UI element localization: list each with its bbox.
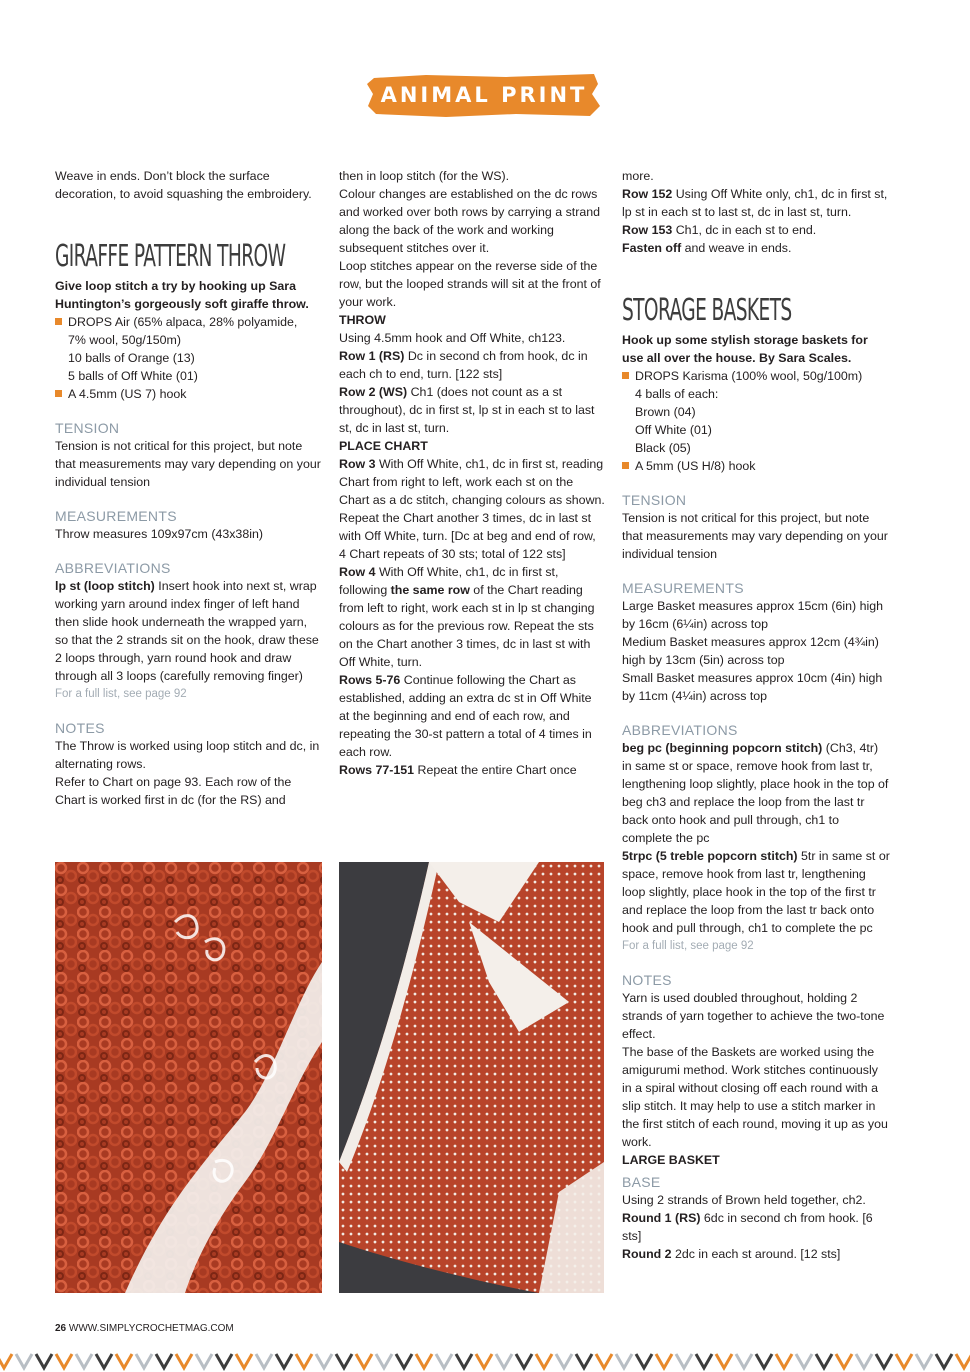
zigzag-chevron: [476, 1354, 492, 1368]
zigzag-chevron: [416, 1354, 432, 1368]
zigzag-chevron: [836, 1354, 852, 1368]
zigzag-chevron: [496, 1354, 512, 1368]
row-label: Row 2 (WS): [339, 385, 408, 399]
row-label: Row 1 (RS): [339, 349, 405, 363]
material-hook: A 4.5mm (US 7) hook: [55, 385, 323, 403]
round-text: 6dc in second ch from hook. [6 sts]: [622, 1211, 873, 1243]
row-label: Row 3: [339, 457, 376, 471]
zigzag-chevron: [116, 1354, 132, 1368]
base-text: Using 2 strands of Brown held together, ch2.: [622, 1193, 866, 1207]
zigzag-chevron: [676, 1354, 692, 1368]
zigzag-chevron: [596, 1354, 612, 1368]
row-text: and weave in ends.: [681, 241, 792, 255]
para-3: Loop stitches appear on the reverse side of the row, but the looped strands will sit at the front of your work.: [339, 259, 601, 309]
column-3: [622, 167, 890, 1263]
zigzag-chevron: [236, 1354, 252, 1368]
zigzag-chevron: [856, 1354, 872, 1368]
row-label: Fasten off: [622, 241, 682, 255]
zigzag-chevron: [156, 1354, 172, 1368]
round-label: Round 1 (RS): [622, 1211, 701, 1225]
notes-para-1: The Throw is worked using loop stitch and dc, in alternating rows.: [55, 739, 320, 771]
zigzag-chevron: [916, 1354, 932, 1368]
material-item: DROPS Air (65% alpaca, 28% polyamide,: [55, 313, 323, 331]
row-label: Row 152: [622, 187, 673, 201]
row-text: With Off White, ch1, dc in first st, reading Chart from right to left, work each st on the Chart as a dc stitch, changing colours as shown. Repeat the Chart another 3 times, dc in last st with Off White, turn. [Dc at beg and end of row, 4 Chart repeats of 30 sts; total of 122 sts]: [339, 457, 605, 561]
zigzag-border: [0, 1350, 970, 1372]
abbr-term: lp st (loop stitch): [55, 579, 155, 593]
row-text: Dc in second ch from hook, dc in each ch to end, turn. [122 sts]: [339, 349, 588, 381]
tension-heading: TENSION: [55, 420, 120, 436]
column-2: [339, 167, 605, 779]
para-1: then in loop stitch (for the WS).: [339, 169, 510, 183]
throw-pattern-photo: [339, 862, 604, 1293]
zigzag-chevron: [336, 1354, 352, 1368]
zigzag-chevron: [196, 1354, 212, 1368]
abbr-text: (Ch3, 4tr) in same st or space, remove hook from last tr, lengthening loop slightly, place hook in the top of beg ch3 and replace the loop from the last tr back onto hook and pull through, ch1 to complete the pc: [622, 741, 889, 845]
para-2: Colour changes are established on the dc rows and worked over both rows by carrying a strand along the back of the work and working subsequent stitches over it.: [339, 187, 601, 255]
row-text: Using Off White only, ch1, dc in first st, lp st in each st to last st, dc in last st, turn.: [622, 187, 888, 219]
zigzag-chevron: [896, 1354, 912, 1368]
row-text: With Off White, ch1, dc in first st, following: [339, 565, 559, 597]
zigzag-chevron: [696, 1354, 712, 1368]
zigzag-chevron: [736, 1354, 752, 1368]
page-number: 26: [55, 1323, 67, 1334]
zigzag-chevron: [76, 1354, 92, 1368]
abbreviations-heading: ABBREVIATIONS: [55, 560, 171, 576]
abbreviations-heading: ABBREVIATIONS: [622, 722, 738, 738]
zigzag-chevron: [396, 1354, 412, 1368]
round-1: [622, 1209, 890, 1245]
zigzag-chevron: [216, 1354, 232, 1368]
abbreviation-loop-stitch: [55, 577, 323, 685]
row-emphasis: the same row: [390, 583, 470, 597]
material-brown: Brown (04): [635, 405, 696, 419]
material-hook: A 5mm (US H/8) hook: [622, 457, 890, 475]
throw-heading: THROW: [339, 313, 386, 327]
base-heading: BASE: [622, 1174, 661, 1190]
row-1: [339, 347, 605, 383]
row-2: [339, 383, 605, 437]
measurements-large: Large Basket measures approx 15cm (6in) high by 16cm (6¼in) across top: [622, 599, 884, 631]
place-chart-heading: PLACE CHART: [339, 439, 428, 453]
round-text: 2dc in each st around. [12 sts]: [671, 1247, 841, 1261]
banner-title: ANIMAL PRINT IDEAS: [380, 83, 588, 153]
zigzag-chevron: [936, 1354, 952, 1368]
row-153: [622, 221, 890, 239]
zigzag-chevron: [0, 1354, 12, 1368]
abbreviation-5trpc: [622, 847, 890, 937]
giraffe-throw-title: GIRAFFE PATTERN THROW: [55, 239, 286, 274]
loop-stitch-photo: [55, 862, 322, 1293]
intro-text: Weave in ends. Don’t block the surface decoration, to avoid squashing the embroidery.: [55, 169, 312, 201]
notes-para-1: Yarn is used doubled throughout, holding 2 strands of yarn together to achieve the two-tone effect.: [622, 991, 885, 1041]
column-1: [55, 167, 323, 809]
measurements-heading: MEASUREMENTS: [622, 580, 744, 596]
zigzag-marks: [0, 1354, 970, 1368]
row-label: Rows 77-151: [339, 763, 415, 777]
continued-text: more.: [622, 169, 654, 183]
material-off-white: Off White (01): [635, 423, 712, 437]
notes-para-2: The base of the Baskets are worked using the amigurumi method. Work stitches continuously in a spiral without closing off each round with a slip stitch. It may help to use a stitch marker in the first stitch of each round, moving it up as you work.: [622, 1045, 888, 1149]
measurements-small: Small Basket measures approx 10cm (4in) high by 11cm (4¼in) across top: [622, 671, 883, 703]
round-label: Round 2: [622, 1247, 672, 1261]
zigzag-chevron: [576, 1354, 592, 1368]
material-off-white: 5 balls of Off White (01): [68, 369, 198, 383]
tension-text: Tension is not critical for this project, but note that measurements may vary depending on your individual tension: [55, 439, 321, 489]
section-banner: [366, 72, 602, 153]
large-basket-heading: LARGE BASKET: [622, 1153, 720, 1167]
zigzag-chevron: [36, 1354, 52, 1368]
zigzag-chevron: [556, 1354, 572, 1368]
measurements-heading: MEASUREMENTS: [55, 508, 177, 524]
zigzag-chevron: [616, 1354, 632, 1368]
measurements-text: Throw measures 109x97cm (43x38in): [55, 527, 263, 541]
round-2: [622, 1245, 890, 1263]
full-list-note: For a full list, see page 92: [622, 940, 754, 952]
material-orange: 10 balls of Orange (13): [68, 351, 195, 365]
zigzag-chevron: [276, 1354, 292, 1368]
row-text: of the Chart reading from left to right, work each st in lp st changing colours as for the previous row. Repeat the sts on the Chart another 3 times, dc in last st with Off White, turn.: [339, 583, 595, 669]
zigzag-chevron: [716, 1354, 732, 1368]
notes-heading: NOTES: [55, 720, 105, 736]
zigzag-chevron: [816, 1354, 832, 1368]
row-4: [339, 563, 605, 671]
baskets-lead: Hook up some stylish storage baskets for use all over the house. By Sara Scales.: [622, 333, 868, 365]
zigzag-chevron: [176, 1354, 192, 1368]
zigzag-chevron: [536, 1354, 552, 1368]
abbreviation-beg-pc: [622, 739, 890, 847]
zigzag-chevron: [56, 1354, 72, 1368]
storage-baskets-title: STORAGE BASKETS: [622, 293, 792, 328]
tension-text: Tension is not critical for this project, but note that measurements may vary depending on your individual tension: [622, 511, 888, 561]
zigzag-chevron: [776, 1354, 792, 1368]
giraffe-lead: Give loop stitch a try by hooking up Sara Huntington’s gorgeously soft giraffe throw.: [55, 279, 309, 311]
zigzag-chevron: [256, 1354, 272, 1368]
zigzag-chevron: [296, 1354, 312, 1368]
material-black: Black (05): [635, 441, 691, 455]
abbr-text: Insert hook into next st, wrap working yarn around index finger of left hand then slide hook underneath the wrapped yarn, so that the 2 strands sit on the hook, draw these 2 loops through, yarn round hook and draw through all 3 loops (carefully removing finger): [55, 579, 319, 683]
zigzag-chevron: [756, 1354, 772, 1368]
notes-para-2: Refer to Chart on page 93. Each row of the Chart is worked first in dc (for the RS) and: [55, 775, 292, 807]
zigzag-chevron: [456, 1354, 472, 1368]
row-label: Row 153: [622, 223, 673, 237]
row-text: Continue following the Chart as established, adding an extra dc st in Off White at the beginning and end of each row, and repeating the 30-st pattern a total of 4 times in each row.: [339, 673, 592, 759]
zigzag-chevron: [516, 1354, 532, 1368]
rows-77-151: [339, 761, 605, 779]
tension-heading: TENSION: [622, 492, 687, 508]
zigzag-chevron: [16, 1354, 32, 1368]
zigzag-chevron: [96, 1354, 112, 1368]
abbr-term: beg pc (beginning popcorn stitch): [622, 741, 823, 755]
row-text: Ch1 (does not count as a st throughout), dc in first st, lp st in each st to last st, dc in last st, turn.: [339, 385, 595, 435]
throw-pattern-image: [339, 862, 604, 1293]
throw-text: Using 4.5mm hook and Off White, ch123.: [339, 331, 566, 345]
zigzag-chevron: [356, 1354, 372, 1368]
fasten-off: [622, 239, 890, 257]
abbr-text: 5tr in same st or space, remove hook from last tr, lengthening loop slightly, place hook in the top of the first tr and replace the loop from the last tr back onto hook and pull through, ch1 to complete the pc: [622, 849, 890, 935]
zigzag-chevron: [956, 1354, 970, 1368]
zigzag-chevron: [656, 1354, 672, 1368]
zigzag-chevron: [316, 1354, 332, 1368]
notes-heading: NOTES: [622, 972, 672, 988]
website-url: WWW.SIMPLYCROCHETMAG.COM: [68, 1323, 234, 1334]
abbr-term: 5trpc (5 treble popcorn stitch): [622, 849, 798, 863]
zigzag-chevron: [376, 1354, 392, 1368]
row-text: Ch1, dc in each st to end.: [672, 223, 817, 237]
zigzag-chevron: [636, 1354, 652, 1368]
material-yarn: DROPS Karisma (100% wool, 50g/100m): [622, 367, 890, 385]
zigzag-chevron: [876, 1354, 892, 1368]
zigzag-chevron: [436, 1354, 452, 1368]
row-152: [622, 185, 890, 221]
material-item-cont: 7% wool, 50g/150m): [68, 333, 181, 347]
row-text: Repeat the entire Chart once: [414, 763, 577, 777]
page-footer: [55, 1323, 234, 1334]
row-label: Row 4: [339, 565, 376, 579]
loop-stitch-image: [55, 862, 322, 1293]
zigzag-chevron: [136, 1354, 152, 1368]
measurements-medium: Medium Basket measures approx 12cm (4¾in) high by 13cm (5in) across top: [622, 635, 879, 667]
rows-5-76: [339, 671, 605, 761]
material-each: 4 balls of each:: [635, 387, 719, 401]
full-list-note: For a full list, see page 92: [55, 688, 187, 700]
row-label: Rows 5-76: [339, 673, 401, 687]
zigzag-chevron: [796, 1354, 812, 1368]
row-3: [339, 455, 605, 563]
